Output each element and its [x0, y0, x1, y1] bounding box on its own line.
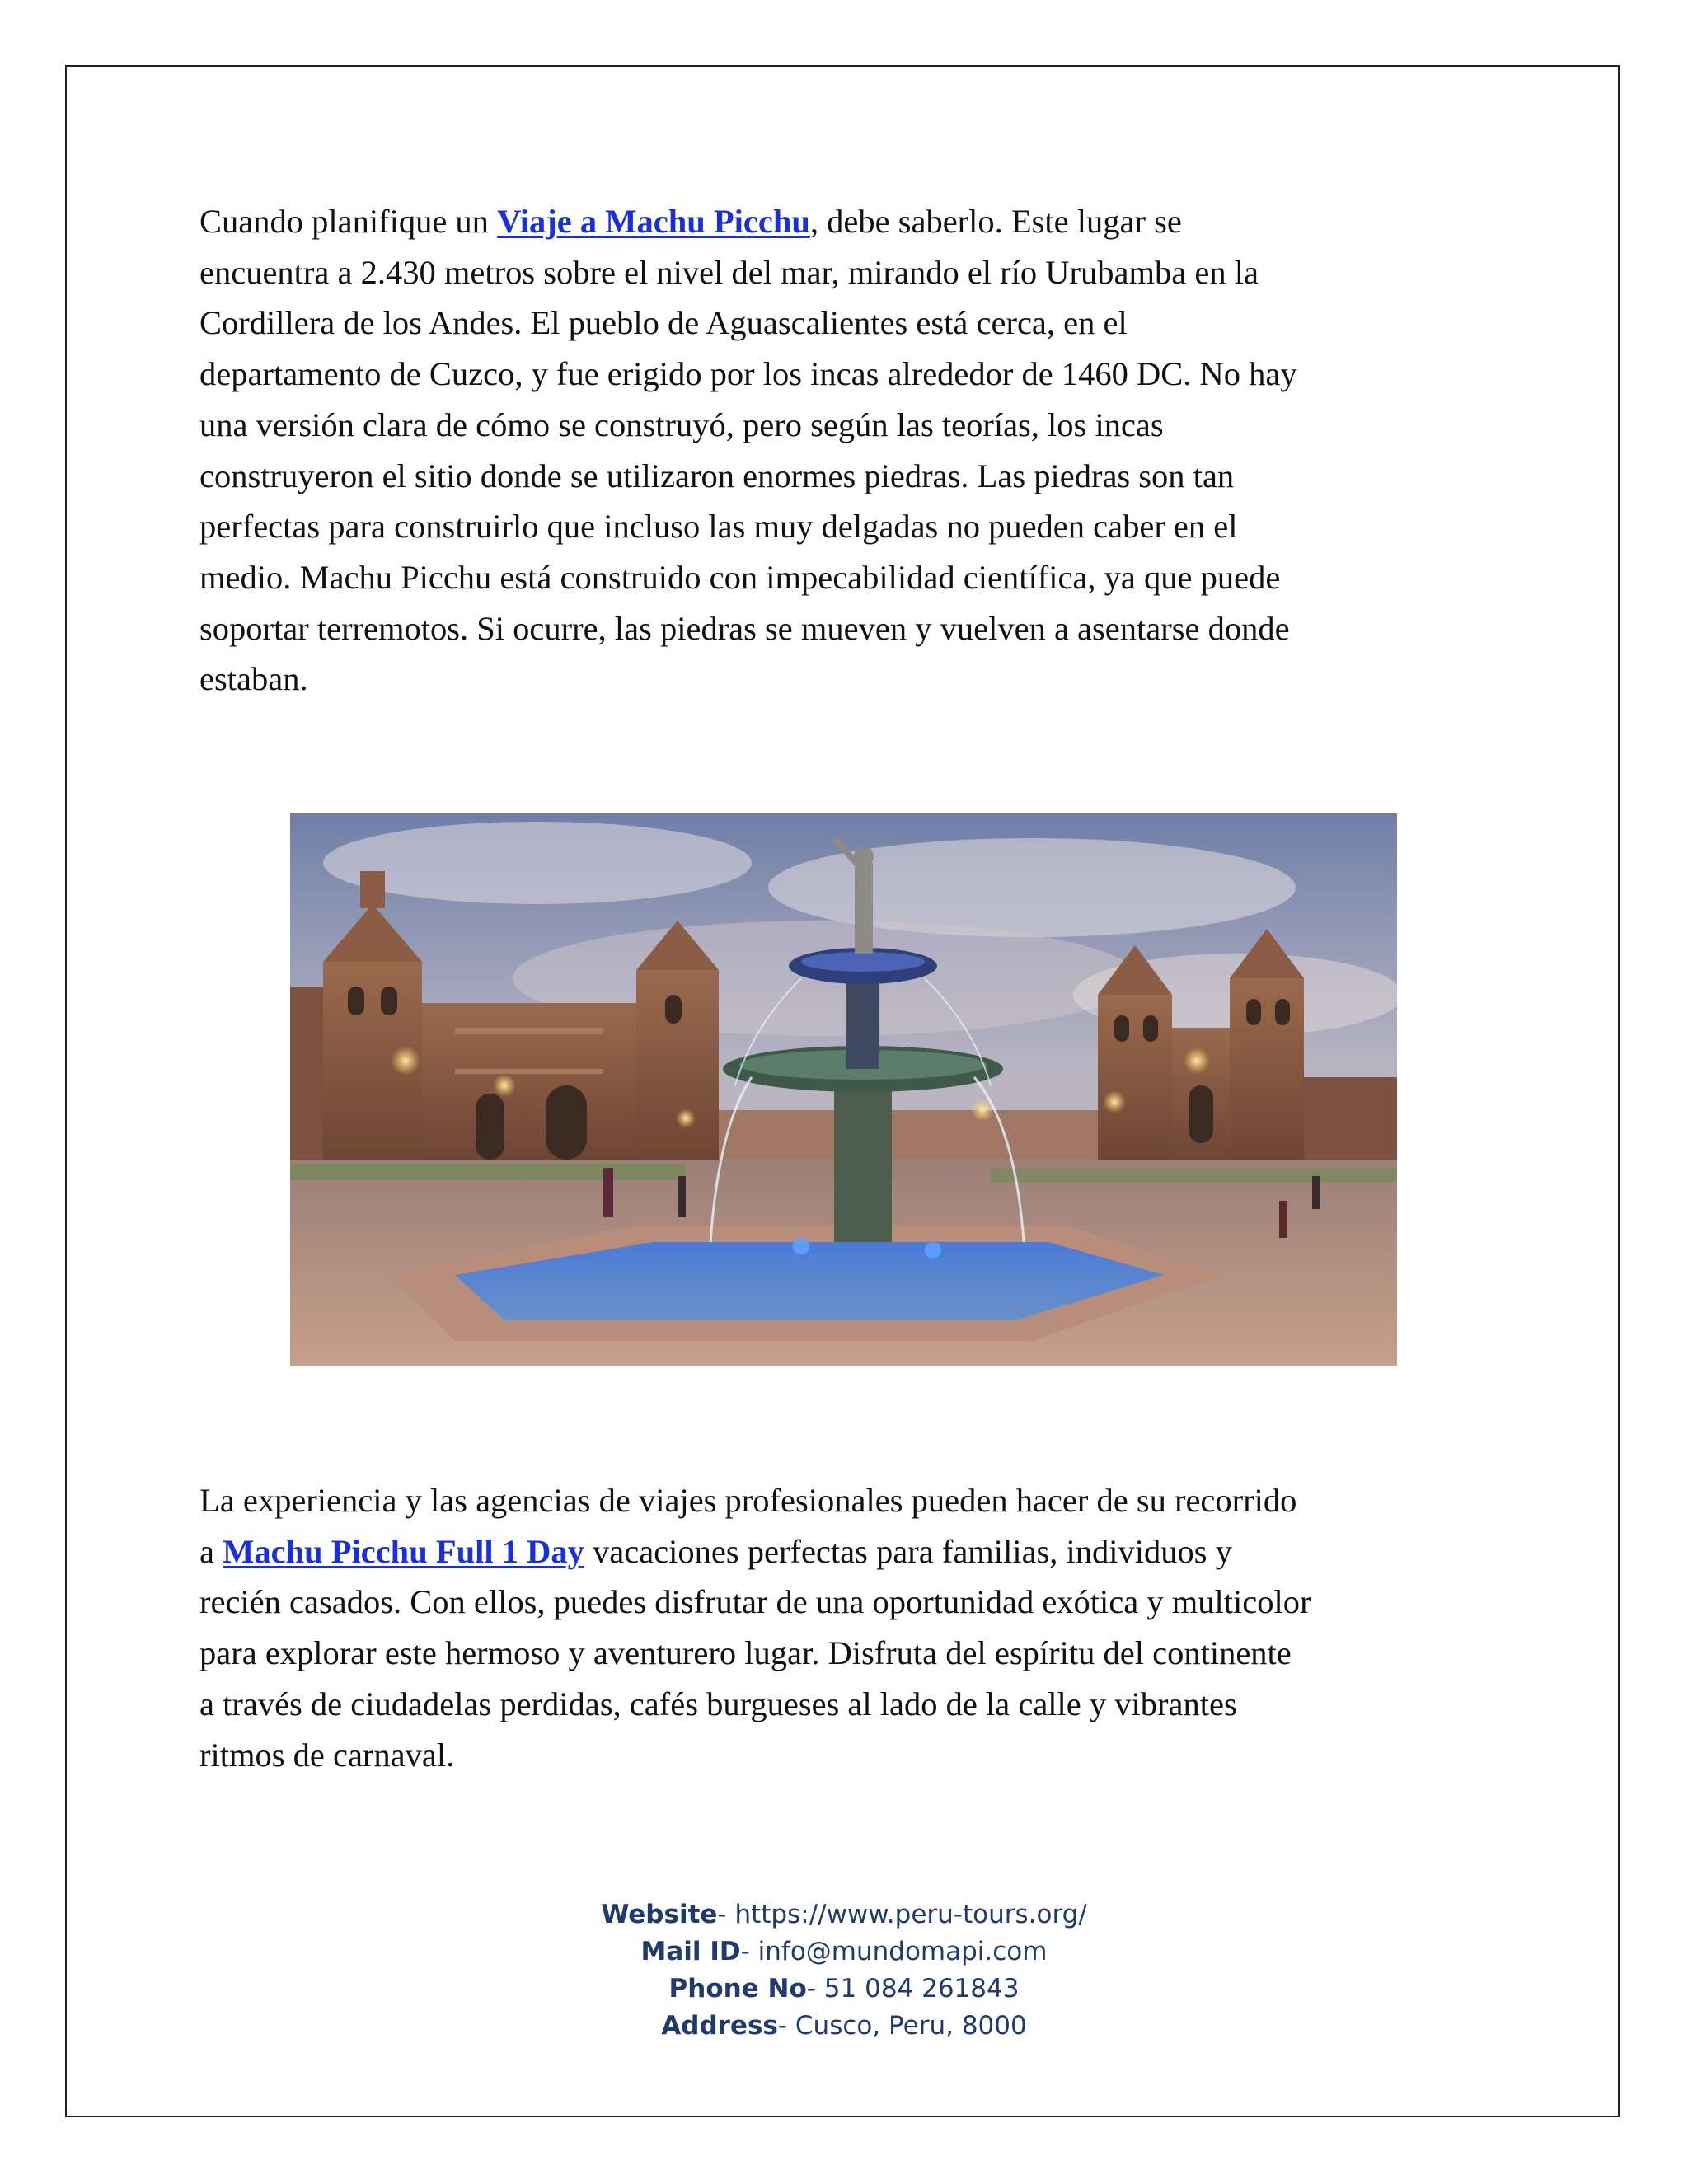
paragraph-line: construyeron el sitio donde se utilizaron enormes piedras. Las piedras son tan — [199, 457, 1235, 494]
phone-value: - 51 084 261843 — [806, 1974, 1020, 2004]
intro-paragraph — [199, 196, 1502, 705]
website-label: Website — [601, 1900, 718, 1929]
paragraph-line: una versión clara de cómo se construyó, pero según las teorías, los incas — [199, 405, 1164, 443]
machu-picchu-full-day-link[interactable]: Machu Picchu Full 1 Day — [223, 1532, 584, 1570]
address-value: - Cusco, Peru, 8000 — [777, 2011, 1027, 2041]
paragraph-line: La experiencia y las agencias de viajes profesionales pueden hacer de su recorrido — [199, 1482, 1297, 1519]
paragraph-line: Cuando planifique un Viaje a Machu Picchu, debe saberlo. Este lugar se — [199, 203, 1182, 240]
paragraph-line: departamento de Cuzco, y fue erigido por los incas alrededor de 1460 DC. No hay — [199, 355, 1297, 393]
phone-label: Phone No — [668, 1974, 807, 2004]
paragraph-line: encuentra a 2.430 metros sobre el nivel del mar, mirando el río Urubamba en la — [199, 253, 1259, 291]
contact-footer — [0, 1896, 1688, 2045]
paragraph-line: soportar terremotos. Si ocurre, las piedras se mueven y vuelven a asentarse donde — [199, 609, 1290, 647]
paragraph-line: a Machu Picchu Full 1 Day vacaciones perfectas para familias, individuos y — [199, 1532, 1232, 1570]
mail-row — [0, 1933, 1688, 1971]
paragraph-line: perfectas para construirlo que incluso las muy delgadas no pueden caber en el — [199, 508, 1238, 546]
plaza-fountain-illustration — [290, 813, 1397, 1366]
website-value[interactable]: - https://www.peru-tours.org/ — [717, 1900, 1087, 1929]
mail-label: Mail ID — [640, 1937, 741, 1966]
mail-value[interactable]: - info@mundomapi.com — [740, 1937, 1048, 1966]
paragraph-line: medio. Machu Picchu está construido con impecabilidad científica, ya que puede — [199, 558, 1281, 596]
paragraph-line: recién casados. Con ellos, puedes disfrutar de una oportunidad exótica y multicolor — [199, 1583, 1311, 1621]
paragraph-line: a través de ciudadelas perdidas, cafés burgueses al lado de la calle y vibrantes — [199, 1685, 1237, 1722]
paragraph-line: estaban. — [199, 660, 308, 698]
paragraph-line: ritmos de carnaval. — [199, 1736, 455, 1774]
paragraph-line: Cordillera de los Andes. El pueblo de Aguascalientes está cerca, en el — [199, 304, 1128, 342]
address-row — [0, 2008, 1688, 2045]
agencies-paragraph — [199, 1475, 1502, 1780]
paragraph-line: para explorar este hermoso y aventurero lugar. Disfruta del espíritu del continente — [199, 1634, 1292, 1672]
viaje-machu-picchu-link[interactable]: Viaje a Machu Picchu — [497, 203, 810, 240]
website-row — [0, 1896, 1688, 1933]
cusco-plaza-photo — [290, 813, 1397, 1366]
address-label: Address — [661, 2011, 778, 2041]
phone-row — [0, 1971, 1688, 2008]
